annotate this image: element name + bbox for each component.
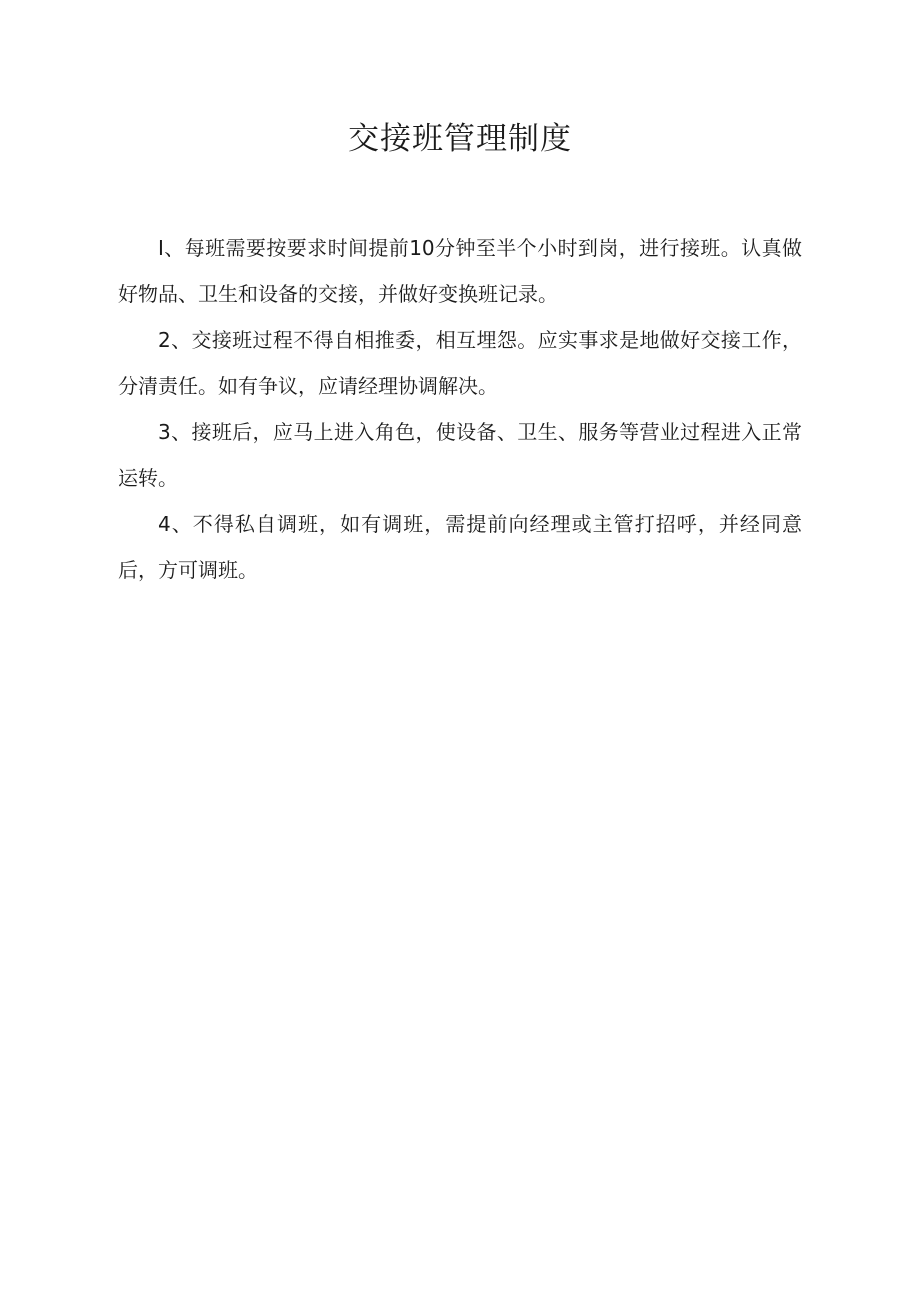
- rule-paragraph-1: I、每班需要按要求时间提前10分钟至半个小时到岗，进行接班。认真做好物品、卫生和设备的交接，并做好变换班记录。: [118, 236, 802, 306]
- rule-paragraph-4: 4、不得私自调班，如有调班，需提前向经理或主管打招呼，并经同意后，方可调班。: [118, 512, 802, 582]
- document-body: [118, 225, 802, 593]
- rule-paragraph-2: 2、交接班过程不得自相推委，相互埋怨。应实事求是地做好交接工作，分清责任。如有争议，应请经理协调解决。: [118, 328, 802, 398]
- rule-paragraph-3: 3、接班后，应马上进入角色，使设备、卫生、服务等营业过程进入正常运转。: [118, 420, 802, 490]
- document-title: 交接班管理制度: [348, 121, 572, 157]
